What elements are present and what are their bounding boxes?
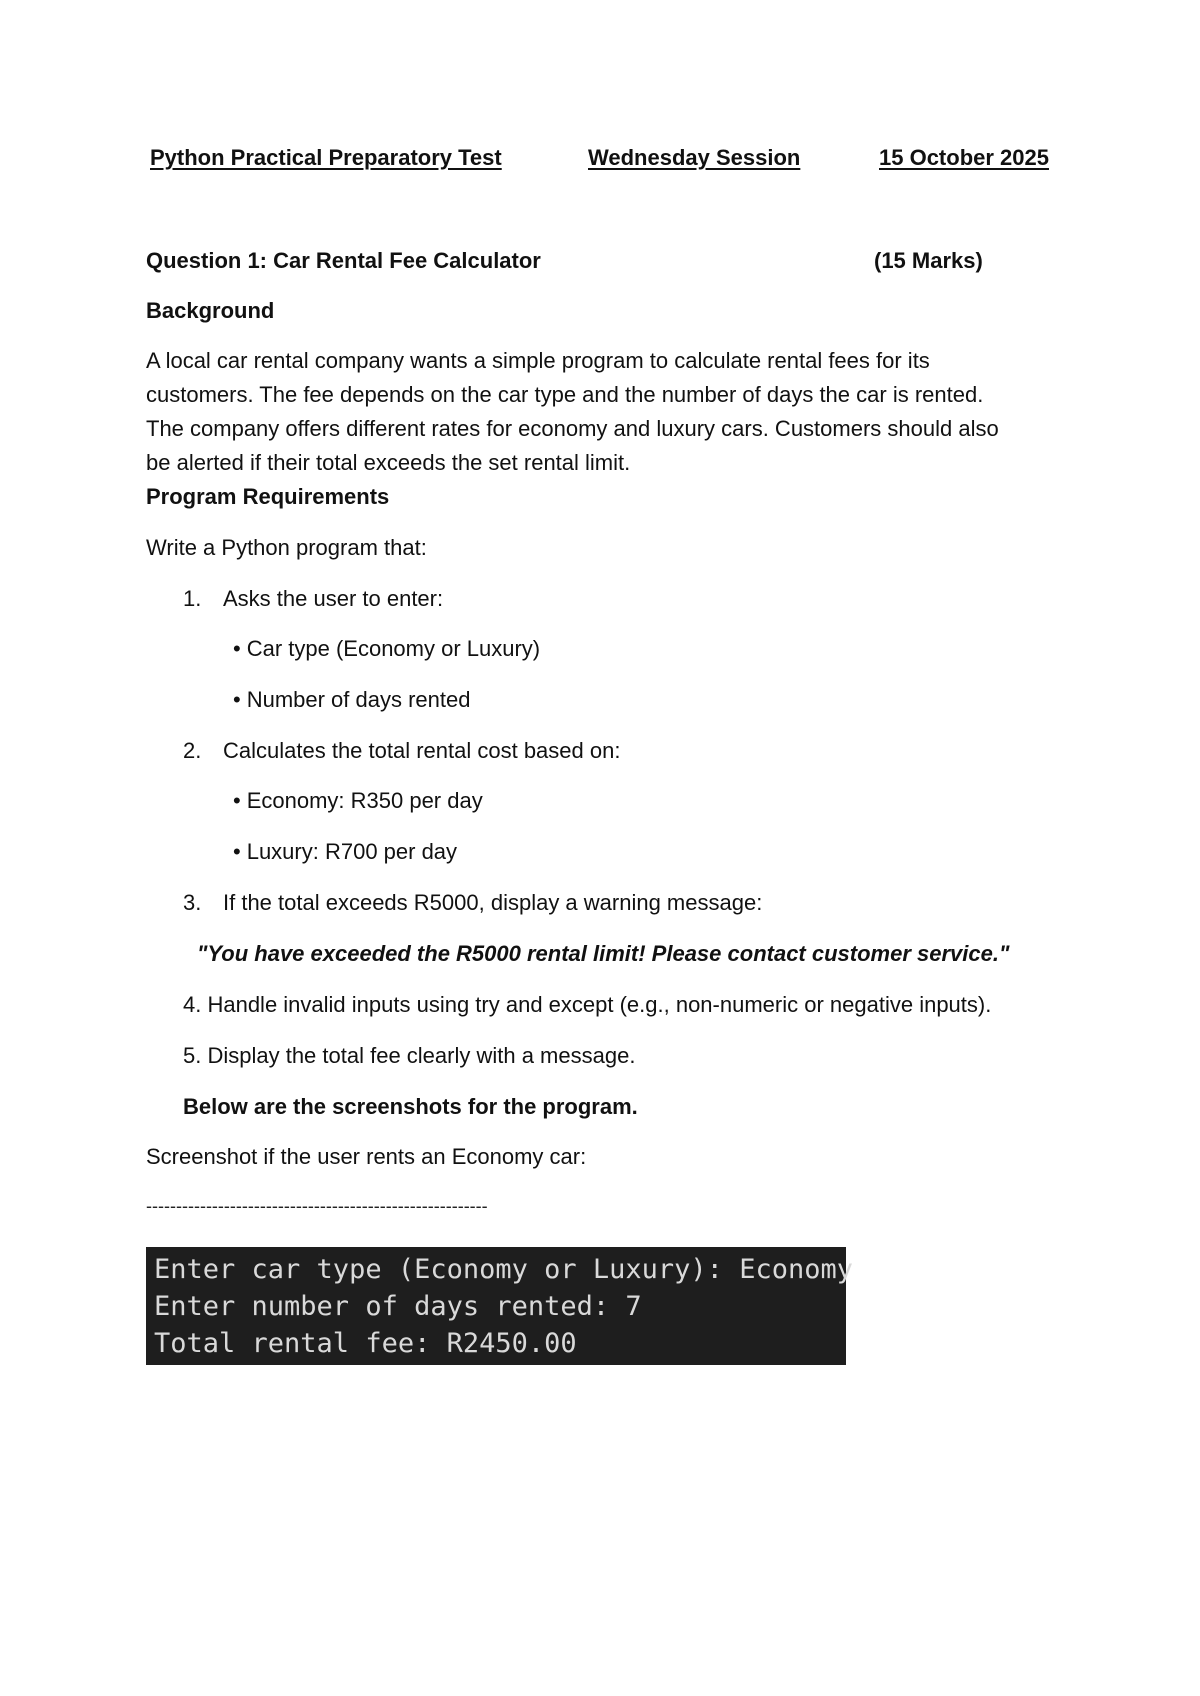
terminal-line: Enter car type (Economy or Luxury): Economy bbox=[154, 1254, 853, 1285]
bullet-icon: • bbox=[233, 839, 241, 864]
bullet-text: Number of days rented bbox=[246, 687, 471, 712]
document-title: Python Practical Preparatory Test bbox=[150, 145, 502, 170]
bullet-text: Luxury: R700 per day bbox=[246, 839, 458, 864]
list-item-text: 4. Handle invalid inputs using try and except (e.g., non-numeric or negative inputs). bbox=[183, 992, 992, 1017]
background-line: The company offers different rates for economy and luxury cars. Customers should also bbox=[146, 416, 999, 441]
terminal-screenshot bbox=[146, 1247, 853, 1365]
bullet-text: Car type (Economy or Luxury) bbox=[246, 636, 541, 661]
bullet-icon: • bbox=[233, 687, 241, 712]
list-item-text: If the total exceeds R5000, display a warning message: bbox=[223, 890, 763, 915]
bullet-icon: • bbox=[233, 636, 241, 661]
bullet-item bbox=[233, 636, 540, 662]
list-item-text: 5. Display the total fee clearly with a message. bbox=[183, 1043, 636, 1068]
terminal-line: Enter number of days rented: 7 bbox=[154, 1291, 642, 1322]
session-label: Wednesday Session bbox=[588, 145, 801, 170]
requirements-intro: Write a Python program that: bbox=[146, 535, 427, 560]
bullet-item bbox=[233, 788, 483, 814]
list-item-text: Asks the user to enter: bbox=[223, 586, 444, 611]
warning-message-quote: "You have exceeded the R5000 rental limit! Please contact customer service." bbox=[197, 941, 1010, 966]
bullet-icon: • bbox=[233, 788, 241, 813]
screenshot-caption: Screenshot if the user rents an Economy car: bbox=[146, 1144, 587, 1169]
question-title: Question 1: Car Rental Fee Calculator bbox=[146, 248, 541, 273]
background-line: be alerted if their total exceeds the set rental limit. bbox=[146, 450, 631, 475]
bullet-item bbox=[233, 687, 470, 713]
date-label: 15 October 2025 bbox=[879, 145, 1049, 170]
question-marks: (15 Marks) bbox=[874, 248, 983, 273]
list-item-number: 2. bbox=[183, 738, 202, 763]
background-line: customers. The fee depends on the car type and the number of days the car is rented. bbox=[146, 382, 984, 407]
bullet-text: Economy: R350 per day bbox=[246, 788, 483, 813]
list-item-text: Calculates the total rental cost based on: bbox=[223, 738, 621, 763]
list-item-number: 3. bbox=[183, 890, 202, 915]
list-item-number: 1. bbox=[183, 586, 202, 611]
background-heading: Background bbox=[146, 298, 275, 323]
screenshots-note: Below are the screenshots for the program. bbox=[183, 1094, 638, 1119]
bullet-item bbox=[233, 839, 457, 865]
divider-line: --------------------------------------------------------- bbox=[146, 1196, 488, 1216]
terminal-line: Total rental fee: R2450.00 bbox=[154, 1328, 577, 1359]
requirements-heading: Program Requirements bbox=[146, 484, 390, 509]
background-line: A local car rental company wants a simple program to calculate rental fees for its bbox=[146, 348, 930, 373]
